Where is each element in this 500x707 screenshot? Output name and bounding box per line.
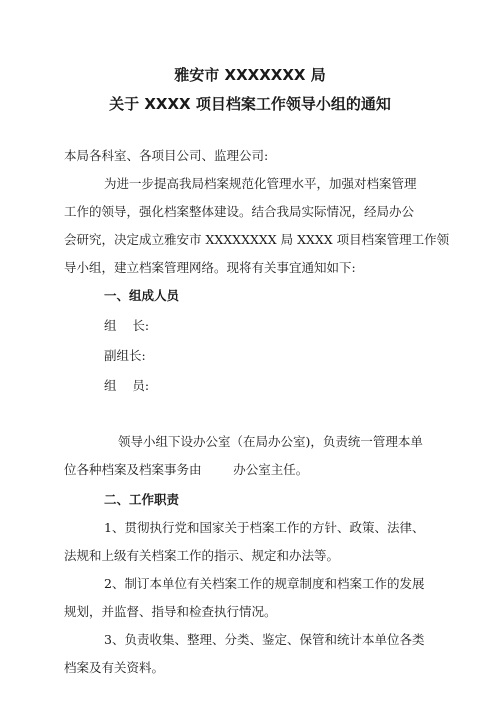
section1-heading: 一、组成人员 [104,288,180,303]
document-title-line1: 雅安市 XXXXXXX 局 [174,66,326,84]
document-title-line2: 关于 XXXX 项目档案工作领导小组的通知 [109,95,391,113]
member-member-label: 组 员: [104,378,150,393]
intro-line-4: 导小组，建立档案管理网络。现将有关事宜通知如下: [64,260,356,275]
duty2-line-2: 规划，并监督、指导和检查执行情况。 [64,604,277,619]
salutation: 本局各科室、各项目公司、监理公司: [64,148,269,163]
duty2-line-1: 2、制订本单位有关档案工作的规章制度和档案工作的发展 [104,576,425,591]
office-line-1: 领导小组下设办公室（在局办公室)，负责统一管理本单 [118,434,423,449]
duty3-line-1: 3、负责收集、整理、分类、鉴定、保管和统计本单位各类 [104,632,425,647]
member-leader-label: 组 长: [104,318,150,333]
office-line-2: 位各种档案及档案事务由 办公室主任。 [64,462,309,477]
member-deputy-label: 副组长: [104,348,146,363]
duty1-line-2: 法规和上级有关档案工作的指示、规定和办法等。 [64,548,340,563]
intro-line-3: 会研究，决定成立雅安市 XXXXXXXX 局 XXXX 项目档案管理工作领 [64,232,450,247]
duty3-line-2: 档案及有关资料。 [64,660,165,675]
duty1-line-1: 1、贯彻执行党和国家关于档案工作的方针、政策、法律、 [104,520,425,535]
section2-heading: 二、工作职责 [104,492,180,507]
intro-line-1: 为进一步提高我局档案规范化管理水平，加强对档案管理 [104,176,417,191]
intro-line-2: 工作的领导，强化档案整体建设。结合我局实际情况，经局办公 [64,204,415,219]
